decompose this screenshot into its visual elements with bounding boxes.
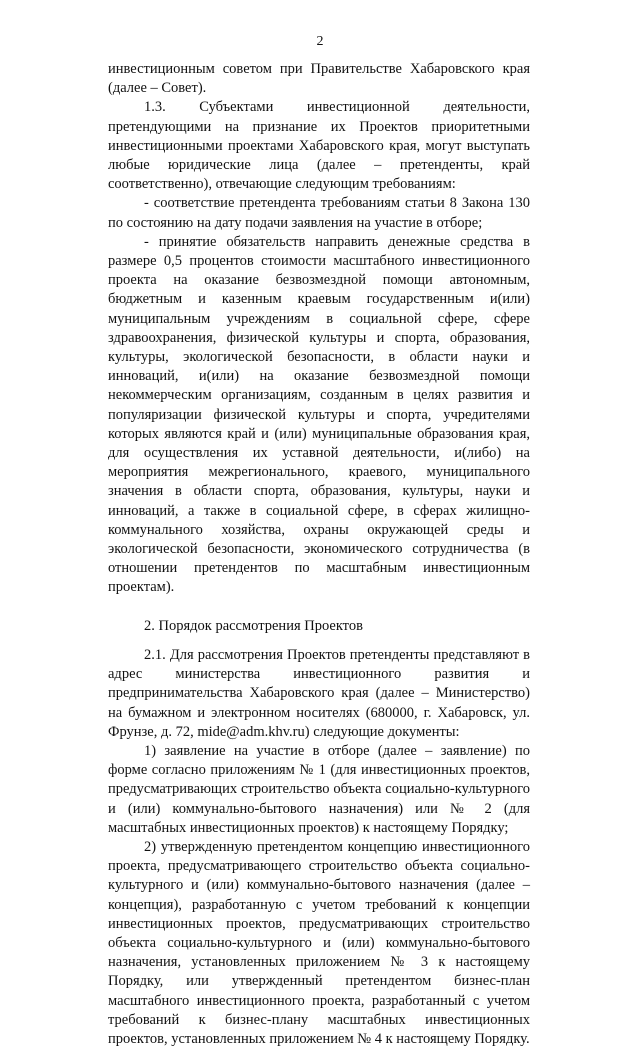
list-item-2: 2) утвержденную претендентом концепцию инвестиционного проекта, предусматривающего строительство объекта социально-культурного и (или) коммунально-бытового назначения (далее – концепция), разработанную с учетом требований к концепции инвестиционных проектов, предусматривающих строительство объекта социально-культурного и (или) коммунально-бытового назначения, установленных приложением № 3 к настоящему Порядку, или утвержденный претендентом бизнес-план масштабного инвестиционного проекта, разработанный с учетом требований к бизнес-плану масштабных инвестиционных проектов, установленных приложением № 4 к настоящему Порядку.: [108, 838, 530, 1047]
paragraph-1-3: 1.3. Субъектами инвестиционной деятельности, претендующими на признание их Проектов приоритетными инвестиционными проектами Хабаровского края, могут выступать любые юридические лица (далее – претенденты, край соответственно), отвечающие следующим требованиям:: [108, 99, 530, 193]
paragraph-requirement-obligations: - принятие обязательств направить денежные средства в размере 0,5 процентов стоимости масштабного инвестиционного проекта на оказание безвозмездной помощи автономным, бюджетным и казенным краевым государственным и(или) муниципальным учреждениям в социальной сфере, сфере здравоохранения, физической культуры и спорта, образования, культуры, экологической безопасности, в области науки и инноваций, и(или) на оказание безвозмездной помощи некоммерческим организациям, созданным в целях развития и популяризации физической культуры и спорта, учредителями которых являются край и (или) муниципальные образования края, для осуществления их уставной деятельности, и(либо) на мероприятия межрегионального, краевого, муниципального значения в области спорта, образования, культуры, науки и инноваций, а также в социальной сфере, в сферах жилищно-коммунального хозяйства, охраны окружающей среды и экологической безопасности, экономического сотрудничества (в отношении претендентов по масштабным инвестиционным проектам).: [108, 233, 530, 596]
section-heading-2: 2. Порядок рассмотрения Проектов: [144, 617, 363, 634]
list-item-1: 1) заявление на участие в отборе (далее – заявление) по форме согласно приложениям № 1 (для инвестиционных проектов, предусматривающих строительство объекта социально-культурного и (или) коммунально-бытового назначения) или № 2 (для масштабных инвестиционных проектов) к настоящему Порядку;: [108, 742, 530, 836]
paragraph-2-1: 2.1. Для рассмотрения Проектов претенденты представляют в адрес министерства инвестиционного развития и предпринимательства Хабаровского края (далее – Министерство) на бумажном и электронном носителях (680000, г. Хабаровск, ул. Фрунзе, д. 72, mide@adm.khv.ru) следующие документы:: [108, 646, 530, 740]
paragraph-council: инвестиционным советом при Правительстве Хабаровского края (далее – Совет).: [108, 61, 530, 97]
page-number: 2: [316, 34, 324, 49]
paragraph-requirement-law: - соответствие претендента требованиям статьи 8 Закона 130 по состоянию на дату подачи заявления на участие в отборе;: [108, 195, 530, 231]
document-body: [108, 60, 530, 1049]
